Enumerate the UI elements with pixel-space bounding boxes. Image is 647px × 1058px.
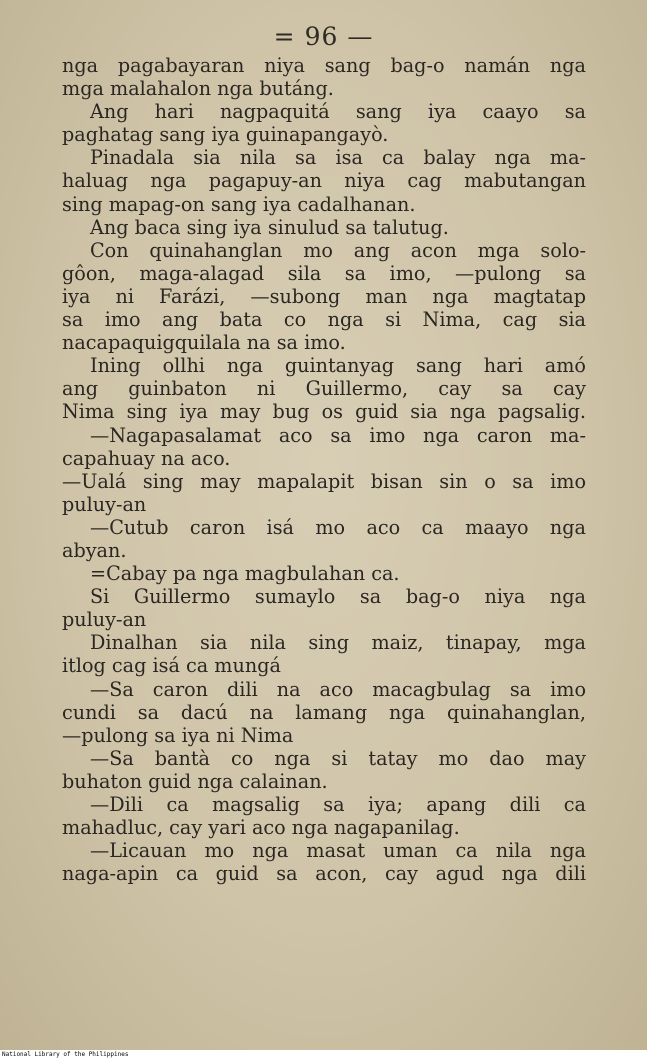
text-line: —pulong sa iya ni Nima [62, 723, 294, 747]
text-line: =Cabay pa nga magbulahan ca. [90, 562, 400, 586]
text-line: nacapaquigquilala na sa imo. [62, 331, 346, 355]
text-line: ang guinbaton ni Guillermo, cay sa cay [62, 377, 586, 401]
text-line: puluy-an [62, 492, 147, 516]
page-number: = 96 — [273, 22, 374, 51]
text-line: cundi sa dacú na lamang nga quinahanglan, [62, 700, 586, 724]
text-line: Ang hari nagpaquitá sang iya caayo sa [90, 100, 586, 124]
text-line: —Sa bantà co nga si tatay mo dao may [90, 746, 586, 770]
text-line: nga pagabayaran niya sang bag-o namán nga [62, 54, 586, 77]
text-line: sa imo ang bata co nga si Nima, cag sia [62, 308, 586, 332]
text-line: haluag nga pagapuy-an niya cag mabutangan [62, 169, 586, 193]
text-line: Ang baca sing iya sinulud sa talutug. [90, 215, 449, 239]
text-line: —Nagapasalamat aco sa imo nga caron ma- [90, 423, 586, 447]
footer-credit: National Library of the Philippines [2, 1051, 129, 1058]
text-line: capahuay na aco. [62, 446, 231, 470]
text-line: —Cutub caron isá mo aco ca maayo nga [90, 515, 586, 539]
text-line: sing mapag-on sang iya cadalhanan. [62, 192, 416, 216]
text-line: —Dili ca magsalig sa iya; apang dili ca [90, 793, 586, 816]
text-line: gôon, maga-alagad sila sa imo, —pulong sa [62, 261, 586, 285]
text-line: —Licauan mo nga masat uman ca nila nga [90, 839, 586, 863]
text-line: naga-apin ca guid sa acon, cay agud nga dili [62, 862, 586, 886]
text-line: mga malahalon nga butáng. [62, 77, 334, 101]
text-line: buhaton guid nga calainan. [62, 769, 328, 793]
text-line: itlog cag isá ca mungá [62, 654, 281, 678]
text-line: mahadluc, cay yari aco nga nagapanilag. [62, 816, 460, 840]
text-line: paghatag sang iya guinapangayò. [62, 123, 389, 147]
text-line: Pinadala sia nila sa isa ca balay nga ma- [90, 146, 586, 170]
text-line: abyan. [62, 538, 127, 562]
text-line: Ining ollhi nga guintanyag sang hari amó [90, 354, 586, 378]
text-line: —Sa caron dili na aco macagbulag sa imo [90, 677, 586, 701]
text-line: Con quinahanglan mo ang acon mga solo- [90, 238, 586, 262]
text-line: —Ualá sing may mapalapit bisan sin o sa imo [62, 469, 586, 493]
text-line: Si Guillermo sumaylo sa bag-o niya nga [90, 585, 586, 609]
text-line: puluy-an [62, 608, 147, 632]
text-line: iya ni Farázi, —subong man nga magtatap [62, 284, 586, 308]
page-text [62, 54, 586, 885]
text-line: Dinalhan sia nila sing maiz, tinapay, mga [90, 631, 586, 655]
text-line: Nima sing iya may bug os guid sia nga pagsalig. [62, 400, 586, 424]
